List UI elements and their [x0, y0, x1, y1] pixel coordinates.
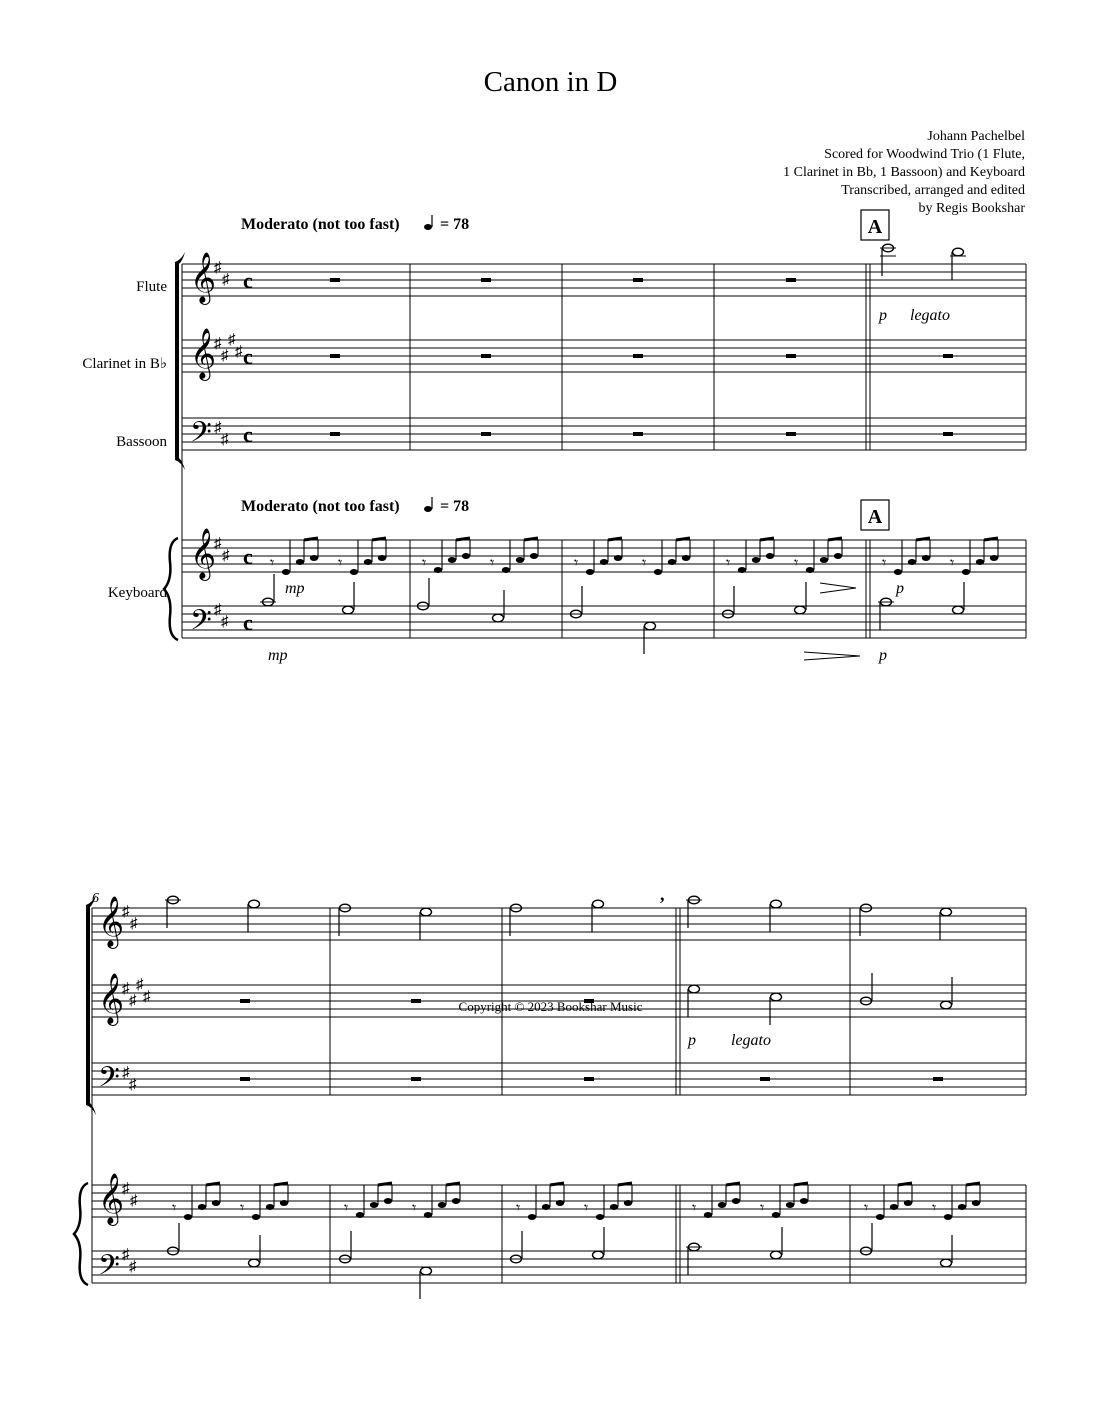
eighth-note	[738, 567, 746, 573]
eighth-note	[556, 1200, 564, 1206]
eighth-note	[452, 1198, 460, 1204]
eighth-rest: 𝄾	[490, 555, 495, 572]
svg-text:♯: ♯	[122, 1181, 130, 1197]
eighth-note	[654, 569, 662, 575]
keyboard-treble-figures	[172, 538, 998, 1220]
eighth-note	[682, 555, 690, 561]
eighth-note	[198, 1204, 206, 1210]
tempo-value-woodwinds: = 78	[440, 216, 470, 233]
instrument-label-flute: Flute	[136, 279, 167, 295]
eighth-rest: 𝄾	[882, 555, 887, 572]
rehearsal-mark-keyboard	[861, 500, 889, 530]
note-beam	[984, 538, 998, 540]
eighth-rest: 𝄾	[412, 1200, 417, 1217]
eighth-note	[296, 559, 304, 565]
bassoon-staff-1	[182, 418, 1026, 450]
eighth-note	[962, 569, 970, 575]
svg-text:♯: ♯	[143, 989, 151, 1005]
svg-text:♯: ♯	[130, 1193, 138, 1209]
eighth-rest: 𝄾	[584, 1200, 589, 1217]
note-beam	[550, 1183, 564, 1185]
note-beam	[898, 1183, 912, 1185]
note-beam	[794, 1183, 808, 1185]
svg-text:𝄞: 𝄞	[190, 329, 217, 378]
quarter-note-symbol	[424, 506, 432, 512]
clarinet-legato: legato	[731, 1032, 771, 1049]
eighth-note	[890, 1204, 898, 1210]
eighth-note	[462, 553, 470, 559]
keyboard-treble-staff-1	[182, 540, 1026, 572]
svg-text:♯: ♯	[136, 977, 144, 993]
note-beam	[726, 1183, 740, 1185]
tempo-text-woodwinds: Moderato (not too fast)	[241, 216, 400, 233]
composer-line: Johann Pachelbel	[927, 129, 1025, 144]
eighth-note	[732, 1198, 740, 1204]
keyboard-bass-staff-2	[92, 1251, 1026, 1283]
eighth-note	[786, 1202, 794, 1208]
note-beam	[966, 1183, 980, 1185]
svg-text:♯: ♯	[129, 993, 137, 1009]
svg-text:A: A	[867, 506, 883, 528]
eighth-note	[438, 1202, 446, 1208]
eighth-note	[370, 1202, 378, 1208]
note-beam	[760, 538, 774, 540]
note-beam	[378, 1183, 392, 1185]
rehearsal-mark-woodwinds	[861, 210, 889, 240]
eighth-note	[752, 557, 760, 563]
svg-text:♯: ♯	[214, 336, 222, 352]
eighth-note	[806, 567, 814, 573]
eighth-note	[624, 1200, 632, 1206]
svg-text:♯: ♯	[221, 348, 229, 364]
svg-text:𝄢: 𝄢	[98, 1063, 120, 1100]
note-beam	[608, 538, 622, 540]
eighth-rest: 𝄾	[172, 1200, 177, 1217]
eighth-note	[266, 1204, 274, 1210]
clarinet-staff-1	[182, 340, 1026, 372]
eighth-note	[800, 1198, 808, 1204]
svg-text:♯: ♯	[214, 260, 222, 276]
svg-text:c: c	[243, 268, 253, 293]
eighth-note	[614, 555, 622, 561]
credit-line: Transcribed, arranged and edited	[841, 183, 1025, 198]
svg-text:♯: ♯	[214, 420, 222, 436]
svg-text:c: c	[243, 344, 253, 369]
eighth-note	[600, 559, 608, 565]
eighth-rest: 𝄾	[240, 1200, 245, 1217]
eighth-note	[280, 1200, 288, 1206]
eighth-note	[990, 555, 998, 561]
note-beam	[524, 538, 538, 540]
note-beam	[274, 1183, 288, 1185]
eighth-note	[820, 557, 828, 563]
copyright-footer: Copyright © 2023 Bookshar Music	[458, 999, 643, 1014]
whole-rests	[240, 278, 953, 1081]
svg-text:𝄢: 𝄢	[190, 606, 212, 643]
note-beam	[304, 538, 318, 540]
eighth-note	[528, 1214, 536, 1220]
eighth-rest: 𝄾	[422, 555, 427, 572]
svg-text:c: c	[243, 610, 253, 635]
eighth-note	[356, 1212, 364, 1218]
eighth-rest: 𝄾	[726, 555, 731, 572]
svg-text:♯: ♯	[221, 614, 229, 630]
half-note-stems	[167, 248, 964, 1299]
eighth-note	[972, 1200, 980, 1206]
eighth-rest: 𝄾	[794, 555, 799, 572]
keyboard-bass-staff-1	[182, 606, 1026, 638]
note-beam	[372, 538, 386, 540]
note-beam	[828, 538, 842, 540]
measure-number: 6	[92, 891, 99, 906]
svg-text:♯: ♯	[122, 1065, 130, 1081]
keyboard-dynamic-p-lower: p	[879, 647, 887, 664]
eighth-rest: 𝄾	[516, 1200, 521, 1217]
eighth-note	[908, 559, 916, 565]
eighth-note	[596, 1214, 604, 1220]
eighth-rest: 𝄾	[864, 1200, 869, 1217]
eighth-note	[610, 1204, 618, 1210]
eighth-note	[434, 567, 442, 573]
svg-text:𝄞: 𝄞	[98, 1174, 125, 1223]
eighth-rest: 𝄾	[642, 555, 647, 572]
clarinet-dynamic-p: p	[688, 1032, 696, 1049]
eighth-note	[378, 555, 386, 561]
svg-text:♯: ♯	[122, 981, 130, 997]
eighth-rest: 𝄾	[692, 1200, 697, 1217]
tempo-text-keyboard: Moderato (not too fast)	[241, 498, 400, 515]
time-signatures	[243, 268, 253, 635]
eighth-note	[922, 555, 930, 561]
svg-text:𝄢: 𝄢	[98, 1251, 120, 1288]
breath-mark: ,	[660, 884, 665, 904]
note-beam	[916, 538, 930, 540]
keyboard-dynamic-p-upper: p	[896, 580, 904, 597]
eighth-note	[502, 567, 510, 573]
eighth-rest: 𝄾	[344, 1200, 349, 1217]
flute-dynamic-p: p	[879, 307, 887, 324]
half-notes	[168, 244, 964, 1275]
quarter-note-symbol	[424, 224, 432, 230]
note-beam	[618, 1183, 632, 1185]
svg-text:𝄞: 𝄞	[190, 529, 217, 578]
note-beam	[206, 1183, 220, 1185]
keyboard-dynamic-mp-lower: mp	[268, 647, 288, 664]
eighth-note	[704, 1212, 712, 1218]
barlines-keyboard-1	[410, 540, 1026, 638]
eighth-rest: 𝄾	[950, 555, 955, 572]
svg-text:A: A	[867, 216, 883, 238]
eighth-note	[668, 559, 676, 565]
keyboard-dynamic-mp-upper: mp	[285, 580, 305, 597]
eighth-rest: 𝄾	[760, 1200, 765, 1217]
eighth-note	[904, 1200, 912, 1206]
flute-staff-1	[182, 264, 1026, 296]
eighth-note	[772, 1212, 780, 1218]
svg-text:♯: ♯	[122, 904, 130, 920]
eighth-note	[542, 1204, 550, 1210]
svg-text:♯: ♯	[221, 432, 229, 448]
note-beam	[676, 538, 690, 540]
eighth-rest: 𝄾	[270, 555, 275, 572]
svg-text:♯: ♯	[129, 1259, 137, 1275]
flute-legato: legato	[910, 307, 950, 324]
svg-text:𝄢: 𝄢	[190, 418, 212, 455]
eighth-rest: 𝄾	[338, 555, 343, 572]
note-beam	[456, 538, 470, 540]
eighth-note	[876, 1214, 884, 1220]
credit-line: by Regis Bookshar	[918, 201, 1025, 216]
instrument-label-keyboard: Keyboard	[107, 585, 167, 601]
svg-text:♯: ♯	[122, 1247, 130, 1263]
eighth-note	[364, 559, 372, 565]
svg-text:c: c	[243, 544, 253, 569]
eighth-note	[586, 569, 594, 575]
eighth-note	[718, 1202, 726, 1208]
svg-text:♯: ♯	[222, 272, 230, 288]
eighth-note	[282, 569, 290, 575]
svg-text:♯: ♯	[235, 344, 243, 360]
eighth-note	[384, 1198, 392, 1204]
eighth-rest: 𝄾	[574, 555, 579, 572]
score-title: Canon in D	[483, 66, 618, 98]
eighth-note	[424, 1212, 432, 1218]
svg-text:c: c	[243, 422, 253, 447]
eighth-note	[958, 1204, 966, 1210]
eighth-note	[212, 1200, 220, 1206]
svg-text:𝄞: 𝄞	[98, 897, 125, 946]
credit-line: 1 Clarinet in Bb, 1 Bassoon) and Keyboard	[783, 165, 1025, 180]
eighth-note	[766, 553, 774, 559]
credit-line: Scored for Woodwind Trio (1 Flute,	[824, 147, 1025, 162]
note-beam	[446, 1183, 460, 1185]
eighth-note	[516, 557, 524, 563]
eighth-note	[184, 1214, 192, 1220]
ledger-lines	[165, 248, 966, 1247]
eighth-rest: 𝄾	[932, 1200, 937, 1217]
instrument-label-clarinet: Clarinet in B♭	[82, 356, 167, 372]
eighth-note	[894, 569, 902, 575]
svg-text:♯: ♯	[130, 916, 138, 932]
barlines-woodwind-1	[410, 264, 1026, 450]
eighth-note	[976, 559, 984, 565]
svg-text:𝄞: 𝄞	[190, 253, 217, 302]
svg-text:♯: ♯	[214, 536, 222, 552]
bassoon-staff-2	[92, 1063, 1026, 1095]
svg-text:♯: ♯	[222, 548, 230, 564]
eighth-note	[834, 553, 842, 559]
instrument-label-bassoon: Bassoon	[116, 434, 167, 450]
eighth-note	[530, 553, 538, 559]
svg-text:♯: ♯	[228, 332, 236, 348]
barlines-keyboard-2	[330, 1185, 1026, 1283]
svg-text:𝄞: 𝄞	[98, 974, 125, 1023]
eighth-note	[310, 555, 318, 561]
eighth-note	[944, 1214, 952, 1220]
tempo-value-keyboard: = 78	[440, 498, 470, 515]
eighth-note	[448, 557, 456, 563]
svg-text:♯: ♯	[214, 602, 222, 618]
flute-staff-2	[92, 908, 1026, 940]
svg-text:♯: ♯	[129, 1077, 137, 1093]
eighth-note	[350, 569, 358, 575]
eighth-note	[252, 1214, 260, 1220]
